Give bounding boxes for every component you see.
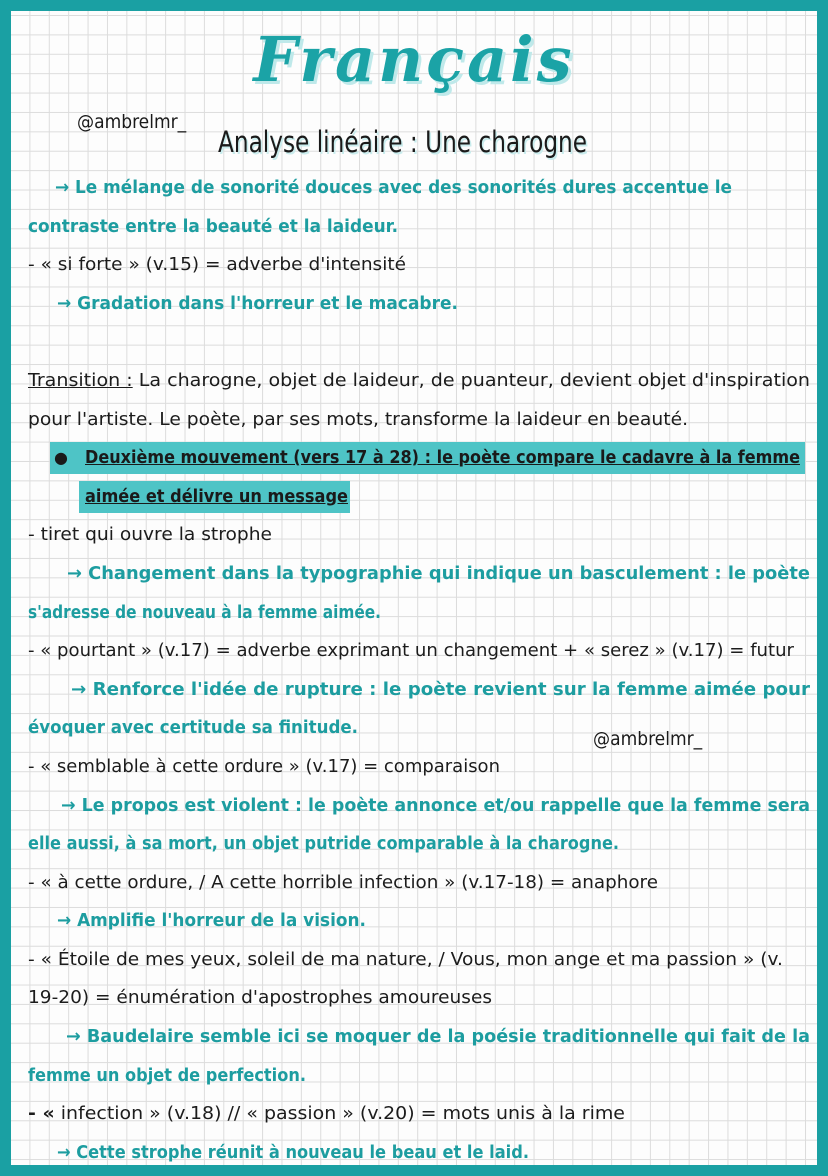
text-line: - « pourtant » (v.17) = adverbe exprimant un changement + « serez » (v.17) = futur: [28, 640, 794, 662]
text-line: - « semblable à cette ordure » (v.17) = comparaison: [28, 755, 500, 777]
text-line: contraste entre la beauté et la laideur.: [28, 215, 399, 237]
transition-line: Transition : La charogne, objet de laideur, de puanteur, devient objet d'inspiration: [28, 369, 811, 391]
page-title: Français: [253, 23, 575, 96]
text-line: - « si forte » (v.15) = adverbe d'intensité: [28, 254, 406, 276]
text-line: 19-20) = énumération d'apostrophes amoureuses: [28, 987, 493, 1009]
text-line: → Cette strophe réunit à nouveau le beau et le laid.: [57, 1141, 530, 1163]
text-line: → Le mélange de sonorité douces avec des sonorités dures accentue le: [55, 177, 732, 198]
text-line: → Amplifie l'horreur de la vision.: [57, 910, 366, 932]
text-line: → Baudelaire semble ici se moquer de la poésie traditionnelle qui fait de la: [66, 1026, 810, 1048]
subtitle: Analyse linéaire : Une charogne: [218, 125, 588, 159]
text-line: - « à cette ordure, / A cette horrible infection » (v.17-18) = anaphore: [28, 871, 658, 893]
section-heading: aimée et délivre un message: [28, 478, 810, 517]
text-line: → Gradation dans l'horreur et le macabre.: [57, 292, 459, 314]
text-line: femme un objet de perfection.: [28, 1064, 306, 1086]
text-line: s'adresse de nouveau à la femme aimée.: [28, 601, 382, 623]
text-line: - « Étoile de mes yeux, soleil de ma nature, / Vous, mon ange et ma passion » (v.: [28, 948, 783, 970]
section-heading: ● Deuxième mouvement (vers 17 à 28) : le poète compare le cadavre à la femme: [28, 439, 810, 478]
bullet-icon: ●: [54, 448, 68, 468]
spacer: [28, 323, 810, 362]
author-handle: @ambrelmr_: [593, 728, 703, 750]
text-line: - tiret qui ouvre la strophe: [28, 524, 273, 546]
text-line: → Changement dans la typographie qui indique un basculement : le poète: [67, 562, 811, 584]
text-line: - « infection » (v.18) // « passion » (v.20) = mots unis à la rime: [28, 1103, 625, 1125]
text-line: → Renforce l'idée de rupture : le poète revient sur la femme aimée pour: [71, 678, 811, 700]
transition-label: Transition :: [28, 369, 133, 391]
analysis-content: [28, 169, 810, 1172]
text-line: pour l'artiste. Le poète, par ses mots, transforme la laideur en beauté.: [28, 408, 689, 430]
text-line: évoquer avec certitude sa finitude.: [28, 717, 359, 739]
author-handle: @ambrelmr_: [77, 111, 187, 133]
text-line: elle aussi, à sa mort, un objet putride comparable à la charogne.: [28, 833, 620, 855]
text-line: → Le propos est violent : le poète annonce et/ou rappelle que la femme sera: [61, 794, 810, 816]
